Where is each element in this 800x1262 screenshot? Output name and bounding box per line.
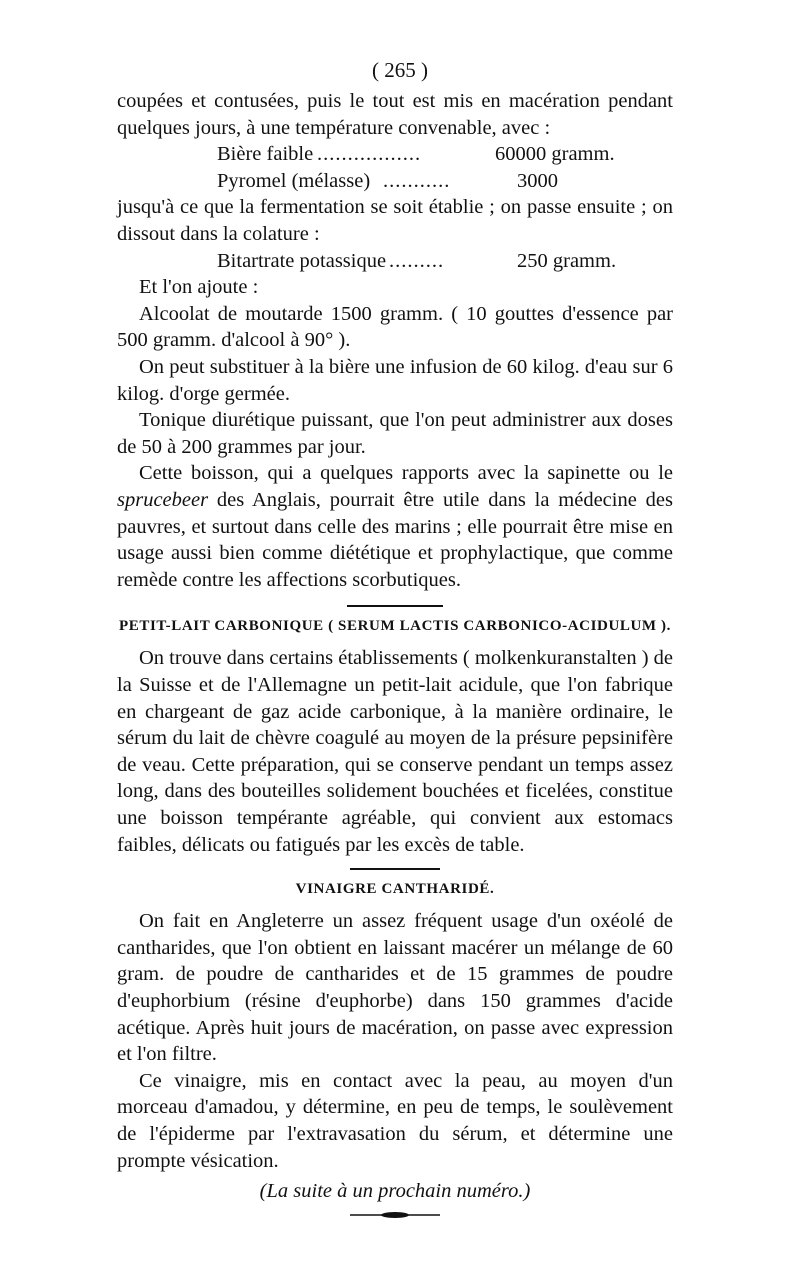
recipe-label: Bitartrate potassique <box>217 249 387 272</box>
continuation-paragraph: jusqu'à ce que la fermentation se soit établie ; on passe ensuite ; on dissout dans la colature : <box>117 196 673 245</box>
recipe-label: Pyromel (mélasse) <box>217 169 371 192</box>
closing-note: (La suite à un prochain numéro.) <box>259 1180 531 1203</box>
vinaigre-paragraph-1: On fait en Angleterre un assez fréquent usage d'un oxéolé de cantharides, que l'on obtient en laissant macérer un mélange de 60 gram. de poudre de cantharides et de 15 grammes de poudre d'euphorbium (résine d'euphorbe) dans 150 grammes d'acide acétique. Après huit jours de macération, on passe avec expression et l'on filtre. <box>117 910 673 1066</box>
recipe-line-bitartrate <box>117 248 673 275</box>
boisson-italic-term: sprucebeer <box>117 488 209 511</box>
recipe-value: 60000 gramm. <box>495 143 615 166</box>
intro-paragraph: coupées et contusées, puis le tout est mis en macération pendant quelques jours, à une température convenable, avec : <box>117 90 673 139</box>
add-line: Et l'on ajoute : <box>139 276 259 299</box>
petit-lait-paragraph: On trouve dans certains établissements ( molkenkuranstalten ) de la Suisse et de l'Allemagne un petit-lait acidule, que l'on fabrique en chargeant de gaz acide carbonique, à la manière ordinaire, le sérum du lait de chèvre coagulé au moyen de la présure pepsinifère de veau. Cette préparation, qui se conserve pendant un temps assez long, dans des bouteilles solidement bouchées et ficelées, constitue une boisson tempérante agréable, qui convient aux estomacs faibles, délicats ou fatigués par les excès de table. <box>117 647 673 856</box>
boisson-text-start: Cette boisson, qui a quelques rapports avec la sapinette ou le <box>139 462 673 485</box>
alcoolat-paragraph: Alcoolat de moutarde 1500 gramm. ( 10 gouttes d'essence par 500 gramm. d'alcool à 90° ). <box>117 302 673 352</box>
section-heading-petit-lait: PETIT-LAIT CARBONIQUE ( SERUM LACTIS CARBONICO-ACIDULUM ). <box>119 617 671 634</box>
recipe-dots: ................. <box>317 143 422 166</box>
recipe-dots: ......... <box>389 249 445 272</box>
tonic-paragraph: Tonique diurétique puissant, que l'on peut administrer aux doses de 50 à 200 grammes par jour. <box>117 409 673 458</box>
boisson-paragraph <box>117 460 673 593</box>
recipe-dots: ........... <box>383 169 451 192</box>
section-heading-vinaigre: VINAIGRE CANTHARIDÉ. <box>295 880 495 897</box>
recipe-label: Bière faible <box>217 143 314 166</box>
recipe-value: 3000 <box>517 169 558 192</box>
substitute-paragraph: On peut substituer à la bière une infusion de 60 kilog. d'eau sur 6 kilog. d'orge germée. <box>117 355 673 405</box>
recipe-line-pyromel <box>117 168 673 195</box>
page-number: ( 265 ) <box>372 58 428 82</box>
recipe-value: 250 gramm. <box>517 249 617 272</box>
section-divider <box>347 605 443 607</box>
section-divider <box>350 868 440 870</box>
boisson-text-end: des Anglais, pourrait être utile dans la médecine des pauvres, et surtout dans celle des marins ; elle pourrait être mise en usage aussi bien comme diététique et prophylactique, que comme remède contre les affections scorbutiques. <box>117 488 673 591</box>
end-ornament <box>350 1211 440 1219</box>
page-body <box>117 88 673 1219</box>
recipe-line-biere <box>117 141 673 168</box>
vinaigre-paragraph-2: Ce vinaigre, mis en contact avec la peau, au moyen d'un morceau d'amadou, y détermine, en peu de temps, le soulèvement de l'épiderme par l'extravasation du sérum, et détermine une prompte vésication. <box>117 1069 673 1172</box>
